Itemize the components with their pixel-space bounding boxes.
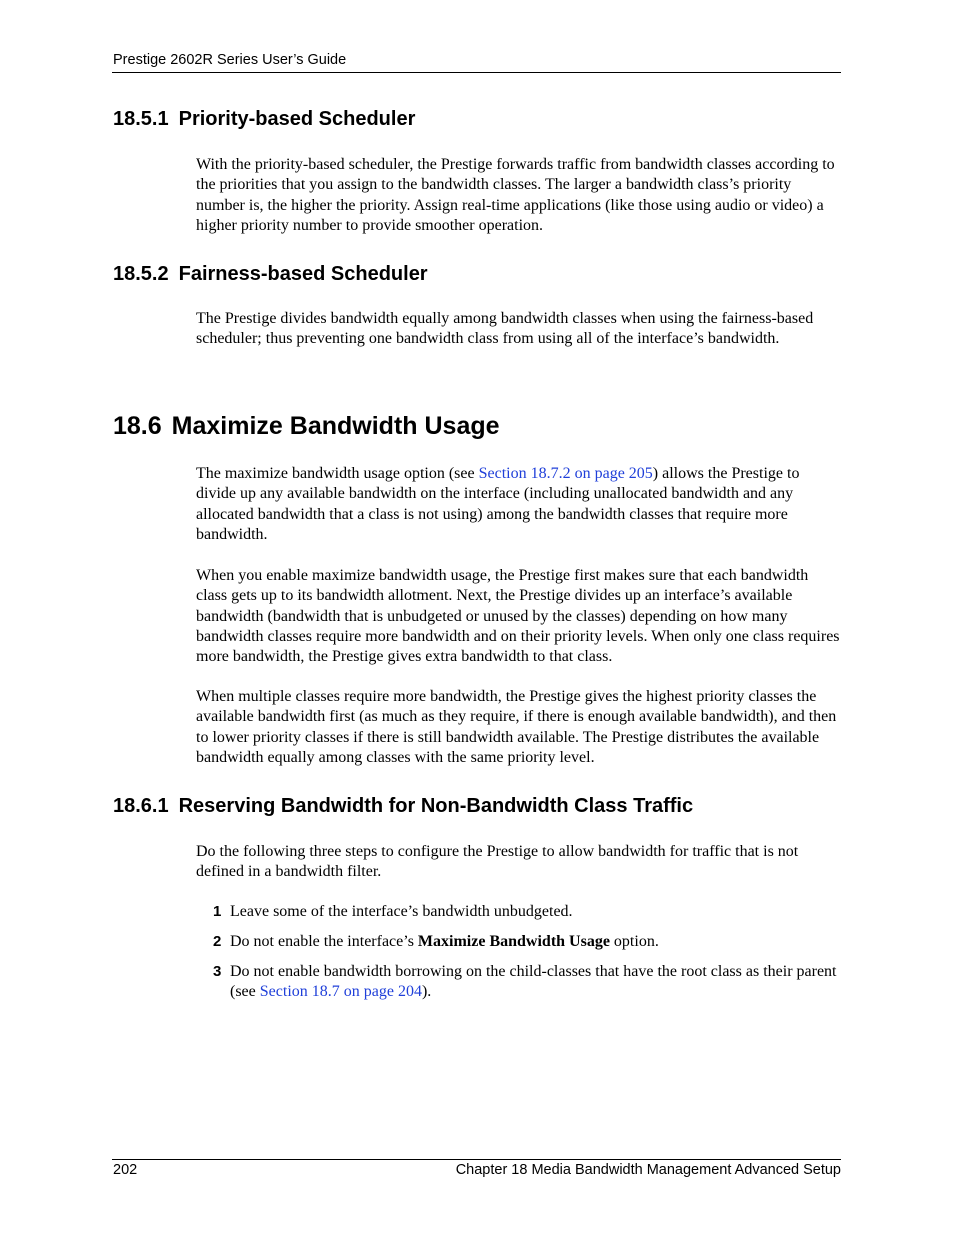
step-number: 2 <box>213 933 222 950</box>
paragraph-maximize-priority: When multiple classes require more bandwidth, the Prestige gives the highest priority classes the available bandwidth first (as much as they require, if there is enough available bandwidth), and then to lower priority classes if there is still bandwidth available. The Prestige distributes the available bandwidth equally among classes with the same priority level. <box>196 688 837 766</box>
paragraph-fairness-scheduler: The Prestige divides bandwidth equally among bandwidth classes when using the fairness-based scheduler; thus preventing one bandwidth class from using all of the interface’s bandwidth. <box>196 310 814 348</box>
text-run: option. <box>609 933 659 950</box>
ui-term-maximize-bandwidth-usage: Maximize Bandwidth Usage <box>417 933 610 950</box>
heading-title: Priority-based Scheduler <box>178 108 416 130</box>
paragraph-maximize-enable: When you enable maximize bandwidth usage, the Prestige first makes sure that each bandwidth class gets up to its bandwidth allotment. Next, the Prestige divides up an interface’s available bandwidth (bandwidth that is unbudgeted or unused by the classes) depending on how many bandwidth classes require more bandwidth and on their priority levels. When only one class requires more bandwidth, the Prestige gives extra bandwidth to that class. <box>196 567 840 666</box>
step-number: 3 <box>213 963 222 980</box>
heading-18-5-1 <box>113 107 415 131</box>
footer-rule <box>112 1159 841 1160</box>
heading-number: 18.6 <box>113 412 162 440</box>
step-2 <box>213 932 841 952</box>
heading-number: 18.5.2 <box>113 263 169 285</box>
heading-18-6-1 <box>113 794 693 818</box>
text-run: Do not enable the interface’s <box>230 933 418 950</box>
heading-title: Fairness-based Scheduler <box>178 263 428 285</box>
footer-page-number: 202 <box>113 1162 138 1178</box>
step-text <box>230 962 841 1003</box>
paragraph-maximize-intro <box>196 464 841 545</box>
section-link-18-7-2[interactable]: Section 18.7.2 on page 205 <box>478 465 653 482</box>
step-text <box>230 932 841 952</box>
header-rule <box>112 72 841 73</box>
running-header: Prestige 2602R Series User’s Guide <box>113 52 347 68</box>
step-number: 1 <box>213 903 222 920</box>
paragraph-reserving-intro: Do the following three steps to configure the Prestige to allow bandwidth for traffic that is not defined in a bandwidth filter. <box>196 843 799 881</box>
paragraph-priority-scheduler: With the priority-based scheduler, the Prestige forwards traffic from bandwidth classes according to the priorities that you assign to the bandwidth classes. The larger a bandwidth class’s priority number is, the higher the priority. Assign real-time applications (like those using audio or video) a higher priority number to provide smoother operation. <box>196 156 835 234</box>
text-run: ). <box>421 983 432 1001</box>
heading-number: 18.5.1 <box>113 108 169 130</box>
step-1 <box>213 902 841 922</box>
heading-number: 18.6.1 <box>113 795 169 817</box>
section-link-18-7[interactable]: Section 18.7 on page 204 <box>259 983 422 1001</box>
heading-title: Reserving Bandwidth for Non-Bandwidth Class Traffic <box>178 795 694 817</box>
step-text: Leave some of the interface’s bandwidth unbudgeted. <box>230 903 573 920</box>
text-run: The maximize bandwidth usage option (see <box>196 465 479 482</box>
step-3 <box>213 962 841 1003</box>
heading-title: Maximize Bandwidth Usage <box>171 412 500 440</box>
text-run: Do not enable bandwidth borrowing on the child-classes that have the root class as their parent (see <box>230 963 837 1001</box>
footer-chapter-title: Chapter 18 Media Bandwidth Management Advanced Setup <box>455 1162 841 1178</box>
heading-18-5-2 <box>113 262 428 286</box>
heading-18-6 <box>113 411 500 441</box>
text-run: ) allows the Prestige to divide up any available bandwidth on the interface (including unallocated bandwidth and any allocated bandwidth that a class is not using) among the bandwidth classes that require more bandwidth. <box>196 465 800 543</box>
